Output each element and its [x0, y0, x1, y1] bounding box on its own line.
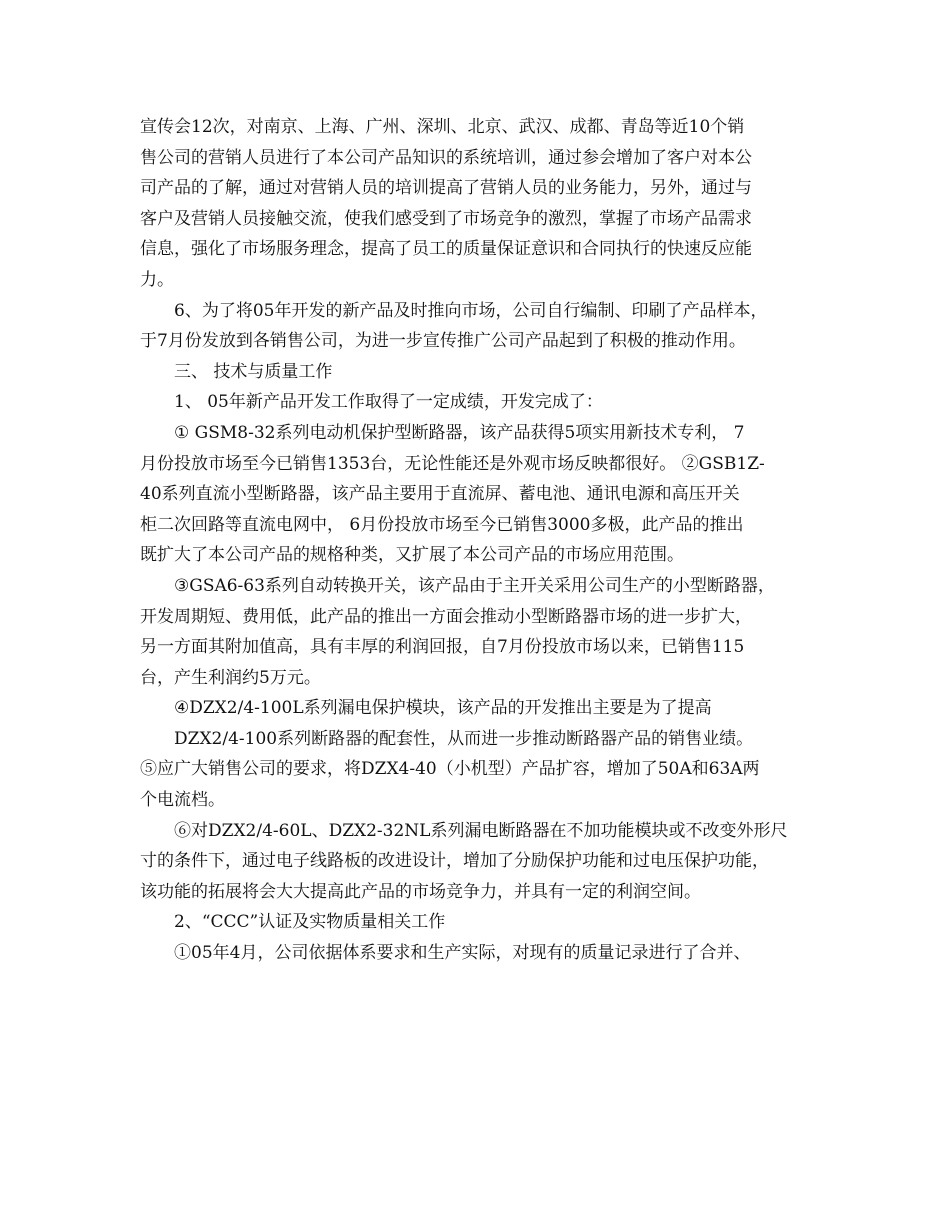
text-line: 个电流档。: [140, 790, 225, 811]
text-line: 信息，强化了市场服务理念，提高了员工的质量保证意识和合同执行的快速反应能: [140, 239, 752, 260]
section-heading: 三、 技术与质量工作: [174, 361, 333, 382]
paragraph-start-line: 1、 05年新产品开发工作取得了一定成绩，开发完成了：: [174, 392, 603, 413]
paragraph-start-line: ④DZX2/4-100L系列漏电保护模块，该产品的开发推出主要是为了提高: [174, 698, 712, 719]
text-line: 该功能的拓展将会大大提高此产品的市场竞争力，并具有一定的利润空间。: [140, 881, 701, 902]
paragraph-start-line: ③GSA6-63系列自动转换开关，该产品由于主开关采用公司生产的小型断路器，: [174, 575, 775, 596]
text-line: DZX2/4-100系列断路器的配套性，从而进一步推动断路器产品的销售业绩。: [174, 728, 754, 749]
text-line: 既扩大了本公司产品的规格种类，又扩展了本公司产品的市场应用范围。: [140, 545, 684, 566]
paragraph-start-line: ⑥对DZX2/4-60L、DZX2-32NL系列漏电断路器在不加功能模块或不改变外形尺: [174, 820, 788, 841]
text-line: 月份投放市场至今已销售1353台，无论性能还是外观市场反映都很好。 ②GSB1Z-: [140, 453, 765, 474]
text-line: 宣传会12次，对南京、上海、广州、深圳、北京、武汉、成都、青岛等近10个销: [140, 117, 745, 137]
text-line: 40系列直流小型断路器，该产品主要用于直流屏、蓄电池、通讯电源和高压开关: [140, 484, 740, 505]
document-body: [140, 112, 830, 969]
paragraph-start-line: ⑤应广大销售公司的要求，将DZX4-40（小机型）产品扩容，增加了50A和63A两: [140, 759, 760, 780]
text-line: 力。: [140, 269, 174, 290]
text-line: 于7月份发放到各销售公司，为进一步宣传推广公司产品起到了积极的推动作用。: [140, 331, 746, 352]
paragraph-start-line: ① GSM8-32系列电动机保护型断路器，该产品获得5项实用新技术专利， 7: [174, 422, 745, 443]
text-line: 台，产生利润约5万元。: [140, 667, 321, 688]
paragraph-start-line: 6、为了将05年开发的新产品及时推向市场，公司自行编制、印刷了产品样本，: [174, 300, 768, 321]
text-line: 客户及营销人员接触交流，使我们感受到了市场竞争的激烈，掌握了市场产品需求: [140, 208, 752, 229]
text-line: 售公司的营销人员进行了本公司产品知识的系统培训，通过参会增加了客户对本公: [140, 147, 752, 168]
paragraph-start-line: ①05年4月，公司依据体系要求和生产实际，对现有的质量记录进行了合并、: [174, 943, 751, 964]
text-line: 开发周期短、费用低，此产品的推出一方面会推动小型断路器市场的进一步扩大，: [140, 606, 752, 627]
text-line: 柜二次回路等直流电网中， 6月份投放市场至今已销售3000多极，此产品的推出: [140, 514, 744, 535]
paragraph-start-line: 2、“CCC”认证及实物质量相关工作: [174, 912, 446, 933]
text-line: 寸的条件下，通过电子线路板的改进设计，增加了分励保护功能和过电压保护功能，: [140, 851, 769, 872]
text-line: 另一方面其附加值高，具有丰厚的利润回报，自7月份投放市场以来，已销售115: [140, 637, 745, 658]
text-line: 司产品的了解，通过对营销人员的培训提高了营销人员的业务能力，另外，通过与: [140, 178, 752, 199]
